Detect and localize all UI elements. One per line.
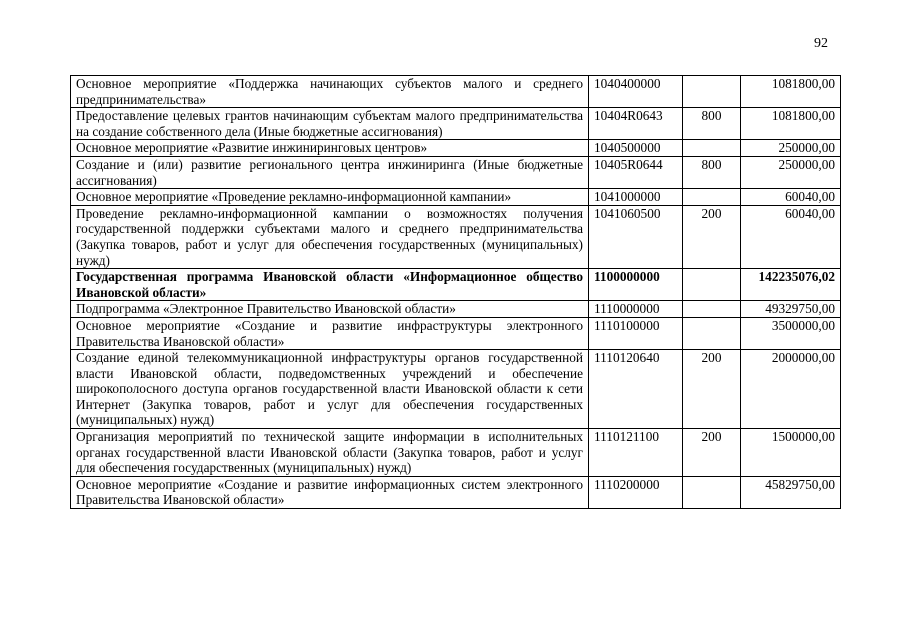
row-code-cell: 1100000000: [589, 269, 683, 301]
row-name-cell: Основное мероприятие «Создание и развитие инфраструктуры электронного Правительства Ивановской области»: [71, 317, 589, 349]
row-code-cell: 1040400000: [589, 76, 683, 108]
row-amount-cell: 60040,00: [741, 189, 841, 206]
row-amount-cell: 3500000,00: [741, 317, 841, 349]
row-amount-cell: 1081800,00: [741, 76, 841, 108]
page-number: 92: [814, 36, 828, 51]
row-expense-type-cell: [683, 301, 741, 318]
row-code-cell: 1110120640: [589, 350, 683, 429]
row-amount-cell: 49329750,00: [741, 301, 841, 318]
row-name-cell: Основное мероприятие «Развитие инжиниринговых центров»: [71, 140, 589, 157]
row-expense-type-cell: [683, 189, 741, 206]
row-amount-cell: 250000,00: [741, 156, 841, 188]
row-code-cell: 1041060500: [589, 205, 683, 268]
row-expense-type-cell: [683, 76, 741, 108]
row-expense-type-cell: 200: [683, 429, 741, 477]
row-code-cell: 1041000000: [589, 189, 683, 206]
row-expense-type-cell: [683, 140, 741, 157]
row-amount-cell: 1081800,00: [741, 108, 841, 140]
row-code-cell: 1110200000: [589, 476, 683, 508]
row-name-cell: Проведение рекламно-информационной кампании о возможностях получения государственной поддержки субъектами малого и среднего предпринимательства (Закупка товаров, работ и услуг для обеспечения государственных (муниципальных) нужд): [71, 205, 589, 268]
table-row: [71, 76, 841, 108]
table-row: [71, 269, 841, 301]
row-name-cell: Основное мероприятие «Проведение рекламно-информационной кампании»: [71, 189, 589, 206]
budget-table-body: [71, 76, 841, 509]
row-name-cell: Создание и (или) развитие регионального центра инжиниринга (Иные бюджетные ассигнования): [71, 156, 589, 188]
row-code-cell: 10405R0644: [589, 156, 683, 188]
row-code-cell: 1110000000: [589, 301, 683, 318]
row-name-cell: Подпрограмма «Электронное Правительство Ивановской области»: [71, 301, 589, 318]
row-name-cell: Основное мероприятие «Создание и развитие информационных систем электронного Правительства Ивановской области»: [71, 476, 589, 508]
row-amount-cell: 60040,00: [741, 205, 841, 268]
row-amount-cell: 45829750,00: [741, 476, 841, 508]
row-expense-type-cell: 800: [683, 108, 741, 140]
row-name-cell: Организация мероприятий по технической защите информации в исполнительных органах государственной власти Ивановской области (Закупка товаров, работ и услуг для обеспечения государственных (муниципальных) нужд): [71, 429, 589, 477]
row-expense-type-cell: 800: [683, 156, 741, 188]
row-expense-type-cell: 200: [683, 205, 741, 268]
row-expense-type-cell: [683, 269, 741, 301]
table-row: [71, 205, 841, 268]
row-expense-type-cell: 200: [683, 350, 741, 429]
table-row: [71, 350, 841, 429]
row-name-cell: Государственная программа Ивановской области «Информационное общество Ивановской области»: [71, 269, 589, 301]
row-name-cell: Предоставление целевых грантов начинающим субъектам малого предпринимательства на создание собственного дела (Иные бюджетные ассигнования): [71, 108, 589, 140]
table-row: [71, 429, 841, 477]
row-amount-cell: 2000000,00: [741, 350, 841, 429]
row-amount-cell: 142235076,02: [741, 269, 841, 301]
budget-table: [70, 75, 841, 509]
row-amount-cell: 250000,00: [741, 140, 841, 157]
table-row: [71, 317, 841, 349]
row-amount-cell: 1500000,00: [741, 429, 841, 477]
table-row: [71, 476, 841, 508]
table-row: [71, 189, 841, 206]
table-row: [71, 140, 841, 157]
row-code-cell: 1040500000: [589, 140, 683, 157]
row-name-cell: Основное мероприятие «Поддержка начинающих субъектов малого и среднего предпринимательства»: [71, 76, 589, 108]
row-code-cell: 1110121100: [589, 429, 683, 477]
table-row: [71, 108, 841, 140]
row-expense-type-cell: [683, 317, 741, 349]
row-code-cell: 10404R0643: [589, 108, 683, 140]
table-row: [71, 156, 841, 188]
row-name-cell: Создание единой телекоммуникационной инфраструктуры органов государственной власти Ивановской области, подведомственных учреждений и обеспечение широкополосного доступа органов государственной власти Ивановской области к сети Интернет (Закупка товаров, работ и услуг для обеспечения государственных (муниципальных) нужд): [71, 350, 589, 429]
table-row: [71, 301, 841, 318]
row-expense-type-cell: [683, 476, 741, 508]
row-code-cell: 1110100000: [589, 317, 683, 349]
